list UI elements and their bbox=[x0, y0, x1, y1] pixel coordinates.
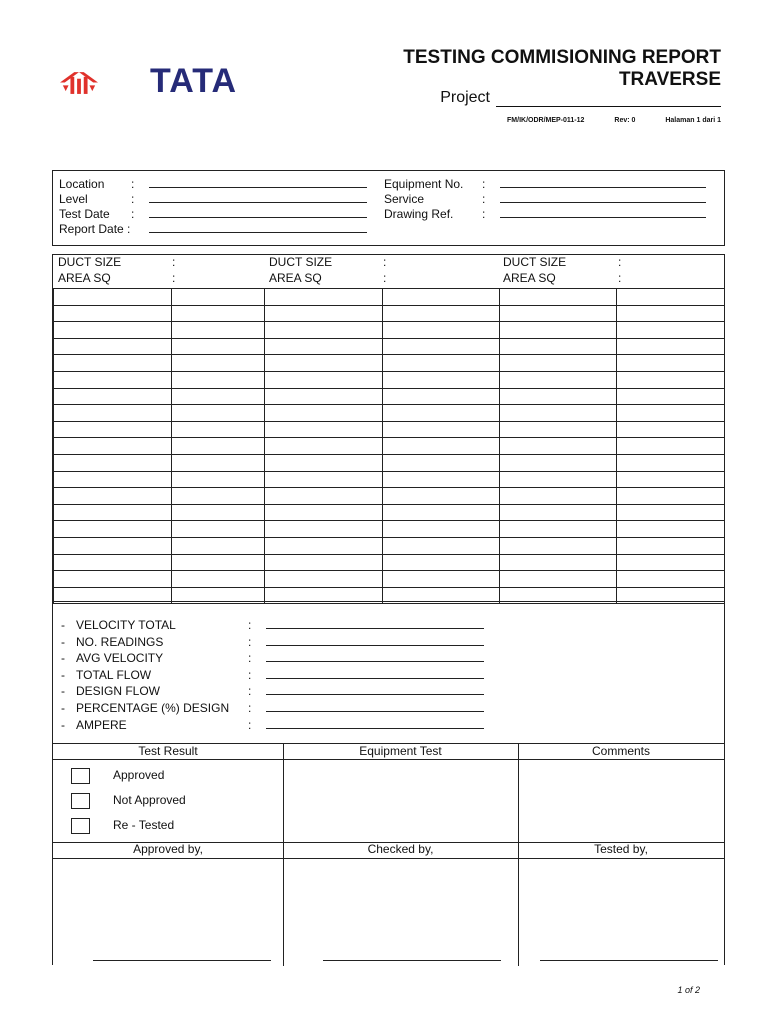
reading-cell[interactable] bbox=[54, 421, 172, 438]
reading-cell[interactable] bbox=[265, 471, 383, 488]
reading-cell[interactable] bbox=[54, 371, 172, 388]
reading-cell[interactable] bbox=[383, 454, 500, 471]
duct-2-area-colon: : bbox=[383, 271, 387, 285]
reading-cell[interactable] bbox=[500, 338, 617, 355]
table-row bbox=[54, 438, 725, 455]
reading-cell[interactable] bbox=[265, 355, 383, 372]
summary-colon: : bbox=[248, 717, 252, 732]
duct-3-area-colon: : bbox=[618, 271, 622, 285]
reading-cell[interactable] bbox=[54, 537, 172, 554]
reading-cell[interactable] bbox=[383, 405, 500, 422]
project-field bbox=[440, 89, 721, 107]
reading-cell[interactable] bbox=[617, 371, 725, 388]
reading-cell[interactable] bbox=[54, 438, 172, 455]
reading-cell[interactable] bbox=[265, 438, 383, 455]
table-row bbox=[54, 471, 725, 488]
summary-row bbox=[61, 668, 484, 682]
reading-cell[interactable] bbox=[265, 554, 383, 571]
document-meta bbox=[507, 117, 721, 124]
info-row-drawing-ref bbox=[384, 207, 706, 221]
reading-cell[interactable] bbox=[383, 504, 500, 521]
reading-cell[interactable] bbox=[265, 305, 383, 322]
reading-cell[interactable] bbox=[383, 471, 500, 488]
duct-3-size bbox=[503, 255, 566, 269]
info-colon: : bbox=[482, 177, 486, 191]
reading-cell[interactable] bbox=[383, 371, 500, 388]
summary-blank[interactable] bbox=[266, 668, 484, 679]
reading-cell[interactable] bbox=[500, 438, 617, 455]
summary-blank[interactable] bbox=[266, 635, 484, 646]
table-row bbox=[54, 454, 725, 471]
table-row bbox=[54, 388, 725, 405]
reading-cell[interactable] bbox=[617, 438, 725, 455]
summary-dash: - bbox=[61, 667, 65, 682]
duct-2-size bbox=[269, 255, 332, 269]
level-blank bbox=[149, 192, 367, 203]
table-row bbox=[54, 338, 725, 355]
info-colon: : bbox=[482, 192, 486, 206]
equipment-test-header: Equipment Test bbox=[359, 744, 442, 758]
reading-cell[interactable] bbox=[265, 388, 383, 405]
not-approved-label: Not Approved bbox=[113, 793, 186, 807]
reading-cell[interactable] bbox=[265, 338, 383, 355]
info-label: Equipment No. bbox=[384, 177, 464, 191]
project-label: Project bbox=[440, 89, 490, 106]
brand-name: TATA bbox=[150, 62, 238, 100]
info-colon: : bbox=[131, 192, 135, 206]
info-box bbox=[52, 170, 725, 246]
reading-cell[interactable] bbox=[54, 471, 172, 488]
reading-cell[interactable] bbox=[500, 454, 617, 471]
report-title: TESTING COMMISIONING REPORT bbox=[403, 47, 721, 68]
reading-cell[interactable] bbox=[500, 471, 617, 488]
reading-cell[interactable] bbox=[500, 305, 617, 322]
reading-cell[interactable] bbox=[383, 355, 500, 372]
summary-blank[interactable] bbox=[266, 684, 484, 695]
summary-colon: : bbox=[248, 701, 252, 715]
table-row bbox=[54, 421, 725, 438]
re-tested-label: Re - Tested bbox=[113, 818, 175, 832]
summary-label: TOTAL FLOW bbox=[76, 667, 152, 682]
summary-dash: - bbox=[61, 701, 65, 715]
duct-1-area bbox=[58, 271, 111, 285]
reading-cell[interactable] bbox=[617, 405, 725, 422]
table-row bbox=[54, 305, 725, 322]
table-row bbox=[54, 405, 725, 422]
summary-label: DESIGN FLOW bbox=[76, 684, 161, 699]
reading-cell[interactable] bbox=[617, 305, 725, 322]
reading-cell[interactable] bbox=[383, 554, 500, 571]
report-subtitle: TRAVERSE bbox=[618, 69, 721, 90]
table-row bbox=[54, 537, 725, 554]
summary-dash: - bbox=[61, 684, 65, 699]
reading-cell[interactable] bbox=[617, 504, 725, 521]
info-label: Service bbox=[384, 192, 425, 206]
duct-3-area bbox=[503, 271, 556, 285]
info-row-level bbox=[59, 192, 367, 206]
page-number: 1 of 2 bbox=[677, 985, 700, 995]
table-row bbox=[54, 355, 725, 372]
service-blank bbox=[500, 192, 706, 203]
table-row bbox=[54, 371, 725, 388]
reading-cell[interactable] bbox=[383, 388, 500, 405]
summary-blank[interactable] bbox=[266, 618, 484, 629]
equipment-no-blank bbox=[500, 177, 706, 188]
reading-cell[interactable] bbox=[617, 338, 725, 355]
tested-by-header: Tested by, bbox=[594, 842, 648, 856]
reading-cell[interactable] bbox=[265, 289, 383, 306]
reading-cell[interactable] bbox=[617, 537, 725, 554]
tata-logo-mark bbox=[60, 58, 155, 108]
reading-cell[interactable] bbox=[500, 421, 617, 438]
reading-cell[interactable] bbox=[172, 305, 265, 322]
area-sq-label: AREA SQ bbox=[503, 271, 556, 285]
reading-cell[interactable] bbox=[500, 322, 617, 339]
reading-cell[interactable] bbox=[617, 471, 725, 488]
reading-cell[interactable] bbox=[500, 405, 617, 422]
reading-cell[interactable] bbox=[617, 454, 725, 471]
table-row bbox=[54, 554, 725, 571]
reading-cell[interactable] bbox=[172, 537, 265, 554]
reading-cell[interactable] bbox=[172, 405, 265, 422]
reading-cell[interactable] bbox=[383, 289, 500, 306]
reading-cell[interactable] bbox=[500, 521, 617, 538]
row-divider bbox=[53, 759, 724, 760]
tested-by-signature-line bbox=[540, 960, 718, 961]
reading-cell[interactable] bbox=[54, 571, 172, 588]
summary-dash: - bbox=[61, 634, 65, 649]
area-sq-label: AREA SQ bbox=[269, 271, 322, 285]
reading-cell[interactable] bbox=[383, 521, 500, 538]
reading-cell[interactable] bbox=[265, 454, 383, 471]
reading-cell[interactable] bbox=[54, 454, 172, 471]
row-divider bbox=[53, 858, 724, 859]
reading-cell[interactable] bbox=[172, 371, 265, 388]
reading-cell[interactable] bbox=[500, 388, 617, 405]
summary-row bbox=[61, 718, 484, 732]
table-row bbox=[54, 488, 725, 505]
reading-cell[interactable] bbox=[172, 521, 265, 538]
duct-1-size bbox=[58, 255, 121, 269]
duct-1-size-colon: : bbox=[172, 255, 176, 269]
comments-header: Comments bbox=[591, 744, 650, 758]
reading-cell[interactable] bbox=[172, 488, 265, 505]
summary-row bbox=[61, 701, 484, 715]
info-row-location bbox=[59, 177, 367, 191]
reading-cell[interactable] bbox=[383, 322, 500, 339]
reading-cell[interactable] bbox=[617, 554, 725, 571]
reading-cell[interactable] bbox=[500, 355, 617, 372]
reading-cell[interactable] bbox=[617, 388, 725, 405]
reading-cell[interactable] bbox=[500, 571, 617, 588]
reading-cell[interactable] bbox=[172, 454, 265, 471]
reading-cell[interactable] bbox=[172, 355, 265, 372]
summary-row bbox=[61, 651, 484, 665]
location-blank bbox=[149, 177, 367, 188]
duct-size-label: DUCT SIZE bbox=[269, 255, 333, 269]
report-date-blank bbox=[149, 222, 367, 233]
reading-cell[interactable] bbox=[172, 438, 265, 455]
reading-cell[interactable] bbox=[500, 289, 617, 306]
reading-cell[interactable] bbox=[383, 438, 500, 455]
reading-cell[interactable] bbox=[617, 571, 725, 588]
reading-cell[interactable] bbox=[617, 355, 725, 372]
summary-label: VELOCITY TOTAL bbox=[76, 618, 176, 632]
doc-code: FM/IK/ODR/MEP-011-12 bbox=[507, 117, 585, 124]
checked-by-signature-line bbox=[323, 960, 501, 961]
summary-colon: : bbox=[248, 667, 252, 682]
summary-dash: - bbox=[61, 618, 65, 632]
reading-cell[interactable] bbox=[617, 289, 725, 306]
reading-cell[interactable] bbox=[617, 421, 725, 438]
table-row bbox=[54, 289, 725, 306]
reading-cell[interactable] bbox=[383, 421, 500, 438]
reading-cell[interactable] bbox=[383, 488, 500, 505]
reading-cell[interactable] bbox=[54, 289, 172, 306]
approved-checkbox[interactable] bbox=[71, 768, 90, 784]
reading-cell[interactable] bbox=[500, 488, 617, 505]
reading-cell[interactable] bbox=[172, 571, 265, 588]
info-label: Drawing Ref. bbox=[384, 207, 454, 221]
reading-cell[interactable] bbox=[54, 554, 172, 571]
reading-cell[interactable] bbox=[172, 471, 265, 488]
reading-cell[interactable] bbox=[265, 537, 383, 554]
doc-rev: Rev: 0 bbox=[614, 117, 636, 124]
approved-by-signature-line bbox=[93, 960, 271, 961]
info-label: Location bbox=[59, 177, 105, 191]
results-section bbox=[52, 743, 725, 965]
reading-cell[interactable] bbox=[383, 305, 500, 322]
reading-cell[interactable] bbox=[383, 537, 500, 554]
summary-row bbox=[61, 684, 484, 698]
duct-3-size-colon: : bbox=[618, 255, 622, 269]
table-row bbox=[54, 504, 725, 521]
traverse-grid bbox=[52, 254, 725, 602]
reading-cell[interactable] bbox=[54, 521, 172, 538]
table-row bbox=[54, 571, 725, 588]
test-result-header: Test Result bbox=[138, 744, 198, 758]
reading-cell[interactable] bbox=[265, 405, 383, 422]
reading-cell[interactable] bbox=[54, 388, 172, 405]
re-tested-checkbox[interactable] bbox=[71, 818, 90, 834]
summary-row bbox=[61, 635, 484, 649]
info-colon: : bbox=[131, 207, 135, 221]
reading-cell[interactable] bbox=[265, 371, 383, 388]
approved-label: Approved bbox=[113, 768, 165, 782]
summary-colon: : bbox=[248, 651, 252, 666]
info-colon: : bbox=[131, 177, 135, 191]
reading-cell[interactable] bbox=[617, 488, 725, 505]
reading-cell[interactable] bbox=[617, 521, 725, 538]
reading-cell[interactable] bbox=[54, 488, 172, 505]
reading-cell[interactable] bbox=[265, 504, 383, 521]
duct-size-label: DUCT SIZE bbox=[58, 255, 122, 269]
summary-label: AMPERE bbox=[76, 717, 127, 732]
info-colon: : bbox=[482, 207, 486, 221]
project-blank bbox=[496, 90, 721, 107]
info-row-test-date bbox=[59, 207, 367, 221]
reading-cell[interactable] bbox=[54, 322, 172, 339]
reading-cell[interactable] bbox=[54, 355, 172, 372]
reading-cell[interactable] bbox=[265, 322, 383, 339]
not-approved-checkbox[interactable] bbox=[71, 793, 90, 809]
duct-2-area bbox=[269, 271, 322, 285]
reading-cell[interactable] bbox=[54, 405, 172, 422]
info-label: Level bbox=[59, 192, 88, 206]
reading-cell[interactable] bbox=[172, 388, 265, 405]
reading-cell[interactable] bbox=[383, 338, 500, 355]
summary-blank[interactable] bbox=[266, 701, 484, 712]
reading-cell[interactable] bbox=[265, 488, 383, 505]
doc-page-ref: Halaman 1 dari 1 bbox=[665, 117, 721, 124]
reading-cell[interactable] bbox=[617, 322, 725, 339]
checked-by-header: Checked by, bbox=[367, 842, 434, 856]
drawing-ref-blank bbox=[500, 207, 706, 218]
reading-cell[interactable] bbox=[383, 571, 500, 588]
reading-cell[interactable] bbox=[500, 537, 617, 554]
reading-cell[interactable] bbox=[54, 504, 172, 521]
summary-blank[interactable] bbox=[266, 718, 484, 729]
reading-cell[interactable] bbox=[265, 421, 383, 438]
summary-row bbox=[61, 618, 484, 632]
reading-cell[interactable] bbox=[500, 504, 617, 521]
summary-blank[interactable] bbox=[266, 651, 484, 662]
info-row-equipment-no bbox=[384, 177, 706, 191]
reading-cell[interactable] bbox=[172, 322, 265, 339]
summary-dash: - bbox=[61, 651, 65, 666]
table-row bbox=[54, 521, 725, 538]
reading-cell[interactable] bbox=[500, 554, 617, 571]
reading-cell[interactable] bbox=[500, 371, 617, 388]
summary-label: NO. READINGS bbox=[76, 634, 164, 649]
reading-cell[interactable] bbox=[172, 554, 265, 571]
reading-cell[interactable] bbox=[172, 504, 265, 521]
reading-cell[interactable] bbox=[265, 571, 383, 588]
summary-label: AVG VELOCITY bbox=[76, 651, 164, 666]
area-sq-label: AREA SQ bbox=[58, 271, 111, 285]
reading-cell[interactable] bbox=[172, 338, 265, 355]
info-label: Test Date bbox=[59, 207, 110, 221]
summary-dash: - bbox=[61, 717, 65, 732]
reading-cell[interactable] bbox=[54, 338, 172, 355]
duct-2-size-colon: : bbox=[383, 255, 387, 269]
reading-cell[interactable] bbox=[54, 305, 172, 322]
duct-1-area-colon: : bbox=[172, 271, 176, 285]
summary-label: PERCENTAGE (%) DESIGN bbox=[76, 701, 230, 715]
info-label: Report Date : bbox=[59, 222, 131, 236]
test-date-blank bbox=[149, 207, 367, 218]
reading-cell[interactable] bbox=[172, 421, 265, 438]
approved-by-header: Approved by, bbox=[133, 842, 203, 856]
table-row bbox=[54, 322, 725, 339]
reading-cell[interactable] bbox=[172, 289, 265, 306]
summary-box bbox=[52, 602, 725, 744]
summary-colon: : bbox=[248, 618, 252, 632]
summary-colon: : bbox=[248, 684, 252, 699]
reading-cell[interactable] bbox=[265, 521, 383, 538]
info-row-service bbox=[384, 192, 706, 206]
duct-size-label: DUCT SIZE bbox=[503, 255, 567, 269]
traverse-readings-table bbox=[53, 288, 725, 604]
info-row-report-date bbox=[59, 222, 367, 236]
summary-colon: : bbox=[248, 634, 252, 649]
